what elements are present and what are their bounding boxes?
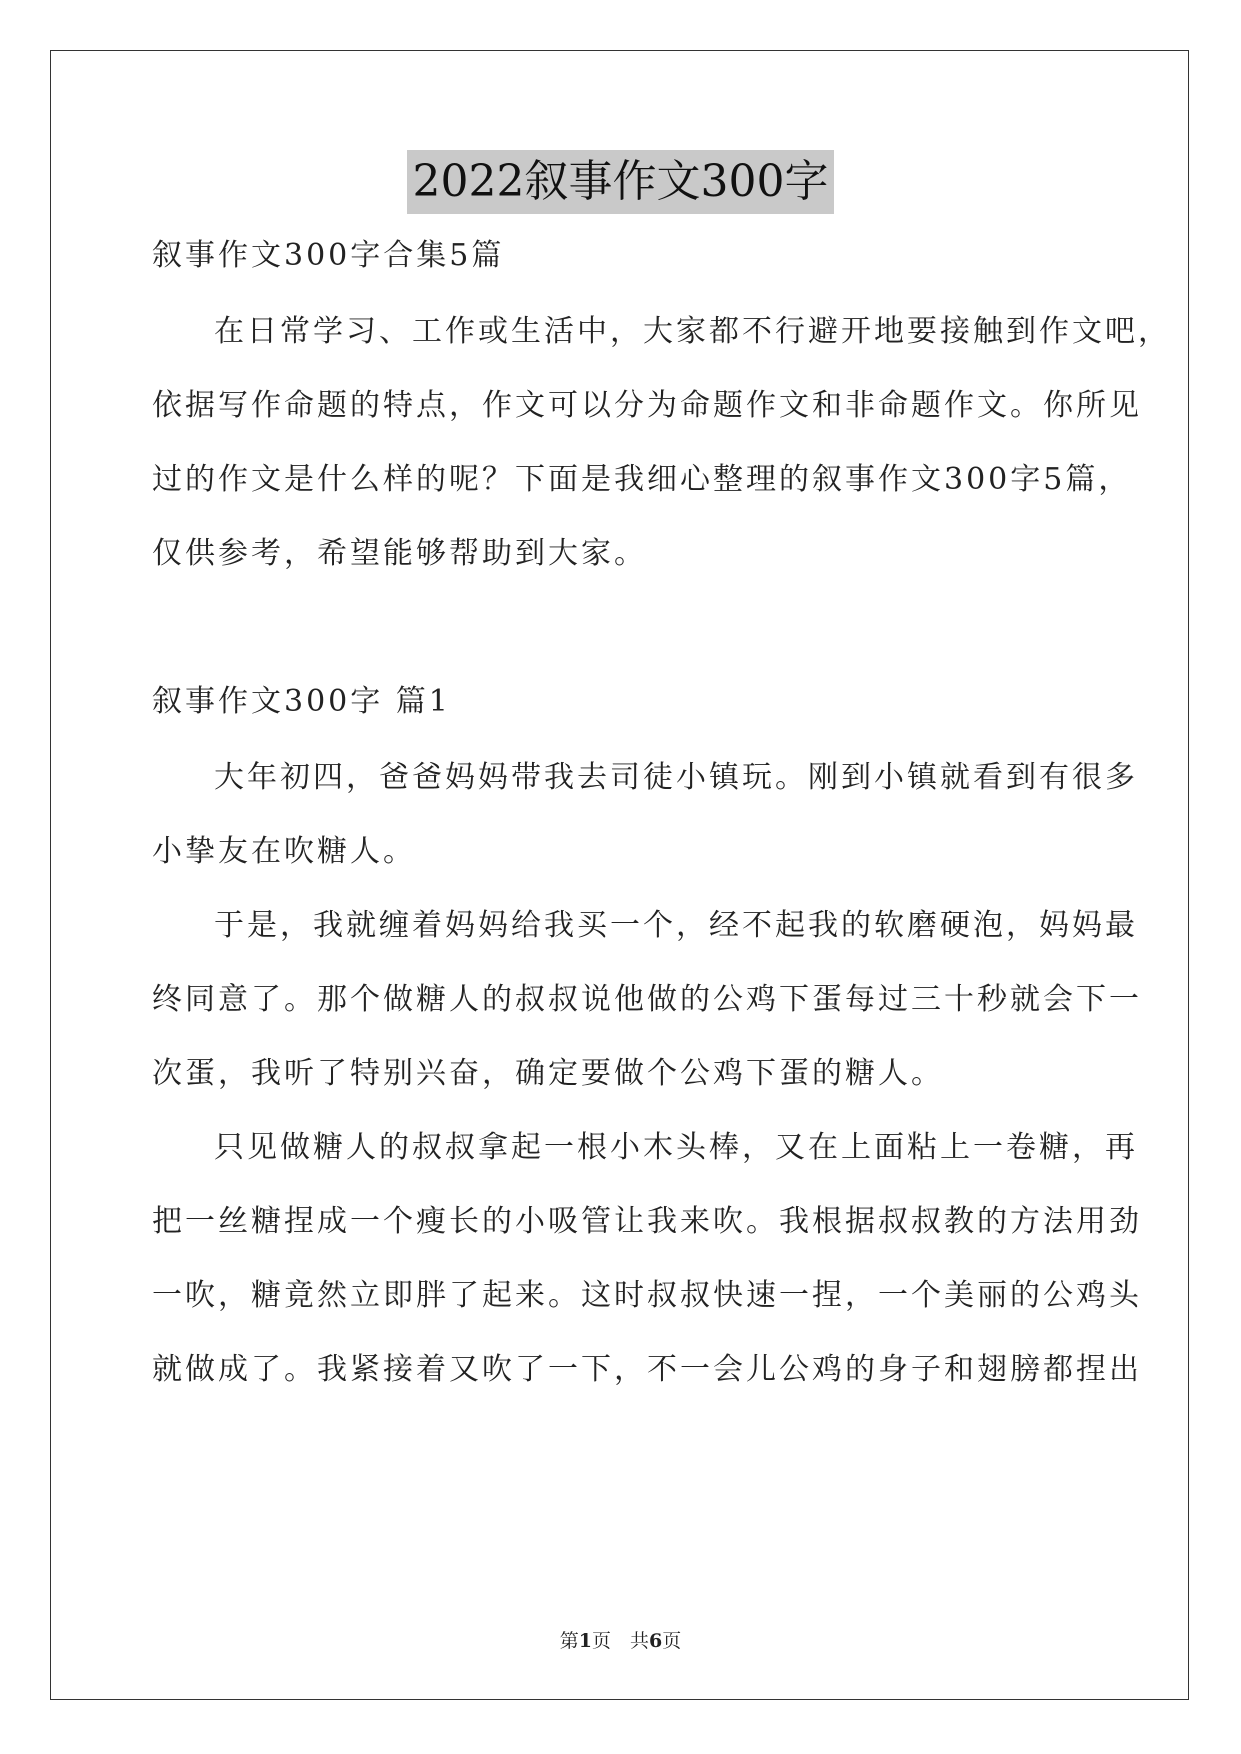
body-line: 小挚友在吹糖人。 <box>152 834 416 869</box>
body-line: 就做成了。我紧接着又吹了一下，不一会儿公鸡的身子和翅膀都捏出 <box>152 1352 1142 1387</box>
body-line: 终同意了。那个做糖人的叔叔说他做的公鸡下蛋每过三十秒就会下一 <box>152 982 1142 1017</box>
total-pages-number: 6 <box>649 1630 663 1652</box>
body-line: 只见做糖人的叔叔拿起一根小木头棒，又在上面粘上一卷糖，再 <box>214 1130 1138 1165</box>
intro-line: 依据写作命题的特点，作文可以分为命题作文和非命题作文。你所见 <box>152 388 1142 423</box>
body-line: 一吹，糖竟然立即胖了起来。这时叔叔快速一捏，一个美丽的公鸡头 <box>152 1278 1142 1313</box>
body-line: 大年初四，爸爸妈妈带我去司徒小镇玩。刚到小镇就看到有很多 <box>214 760 1138 795</box>
body-line: 次蛋，我听了特别兴奋，确定要做个公鸡下蛋的糖人。 <box>152 1056 944 1091</box>
section-heading: 叙事作文300字 篇1 <box>152 684 451 719</box>
subtitle: 叙事作文300字合集5篇 <box>152 238 505 273</box>
current-page-number: 1 <box>578 1630 592 1652</box>
intro-line: 过的作文是什么样的呢？下面是我细心整理的叙事作文300字5篇， <box>152 462 1132 497</box>
footer-middle: 页 共 <box>591 1630 649 1652</box>
page-frame <box>50 50 1189 1700</box>
body-line: 把一丝糖捏成一个瘦长的小吸管让我来吹。我根据叔叔教的方法用劲 <box>152 1204 1142 1239</box>
intro-line: 仅供参考，希望能够帮助到大家。 <box>152 536 647 571</box>
footer-prefix: 第 <box>559 1630 579 1652</box>
intro-line: 在日常学习、工作或生活中，大家都不行避开地要接触到作文吧， <box>214 314 1171 349</box>
body-line: 于是，我就缠着妈妈给我买一个，经不起我的软磨硬泡，妈妈最 <box>214 908 1138 943</box>
document-title-wrapper <box>0 150 1241 214</box>
footer-suffix: 页 <box>662 1630 682 1652</box>
page-footer <box>0 1626 1241 1653</box>
document-title: 2022叙事作文300字 <box>407 150 835 214</box>
